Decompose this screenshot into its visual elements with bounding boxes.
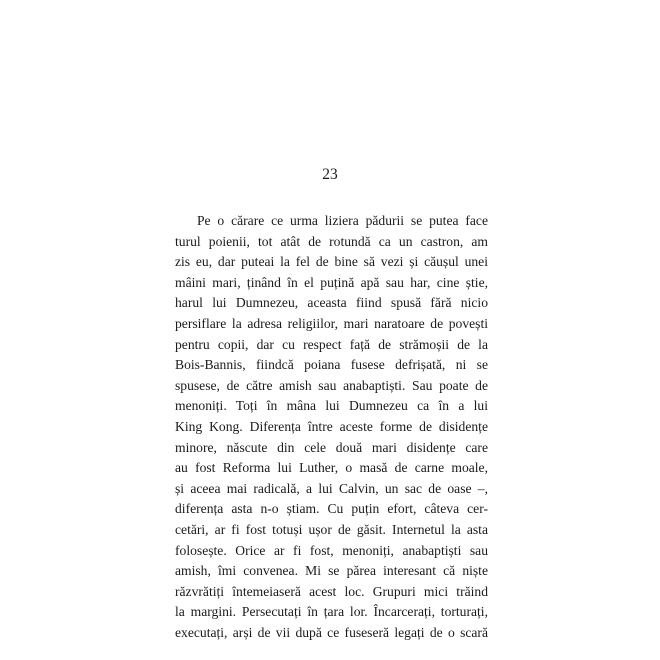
text-line: Pe o cărare ce urma liziera pădurii se putea face xyxy=(197,213,488,228)
text-line: King Kong. Diferența între aceste forme de disidențe xyxy=(175,418,488,434)
text-line: harul lui Dumnezeu, aceasta fiind spusă fără nicio xyxy=(175,295,488,311)
text-line: Bois-Bannis, fiindcă poiana fusese defrișată, ni se xyxy=(175,357,488,373)
chapter-number: 23 xyxy=(322,166,338,183)
text-line: spusese, de către amish sau anabaptiști. Sau poate de xyxy=(175,377,488,393)
text-line: turul poienii, tot atât de rotundă ca un castron, am xyxy=(175,233,488,249)
text-line: și aceea mai radicală, a lui Calvin, un sac de oase –, xyxy=(175,480,488,496)
body-paragraph xyxy=(175,211,488,643)
text-line: menoniți. Toți în mâna lui Dumnezeu ca în a lui xyxy=(175,398,488,414)
text-line: diferența asta n-o știam. Cu puțin efort, câteva cer- xyxy=(175,501,488,517)
text-line: amish, îmi convenea. Mi se părea interesant că niște xyxy=(175,563,488,579)
text-line: folosește. Orice ar fi fost, menoniți, anabaptiști sau xyxy=(175,542,488,558)
text-line: zis eu, dar puteai la fel de bine să vezi și căușul unei xyxy=(175,254,488,270)
text-line: la margini. Persecutați în țara lor. Încarcerați, torturați, xyxy=(175,604,488,620)
text-line: au fost Reforma lui Luther, o masă de carne moale, xyxy=(175,460,488,476)
text-line: răzvrătiți întemeiaseră acest loc. Grupuri mici trăind xyxy=(175,583,488,599)
text-line: executați, arși de vii după ce fuseseră legați de o scară xyxy=(175,624,488,640)
text-line: mâini mari, ținând în el puțină apă sau har, cine știe, xyxy=(175,274,488,290)
text-line: persiflare la adresa religiilor, mari naratoare de povești xyxy=(175,315,488,331)
text-line: pentru copii, dar cu respect față de strămoșii de la xyxy=(175,336,488,352)
text-line: minore, născute din cele două mari disidențe care xyxy=(175,439,488,455)
text-line: cetări, ar fi fost totuși ușor de găsit. Internetul la asta xyxy=(175,521,488,537)
